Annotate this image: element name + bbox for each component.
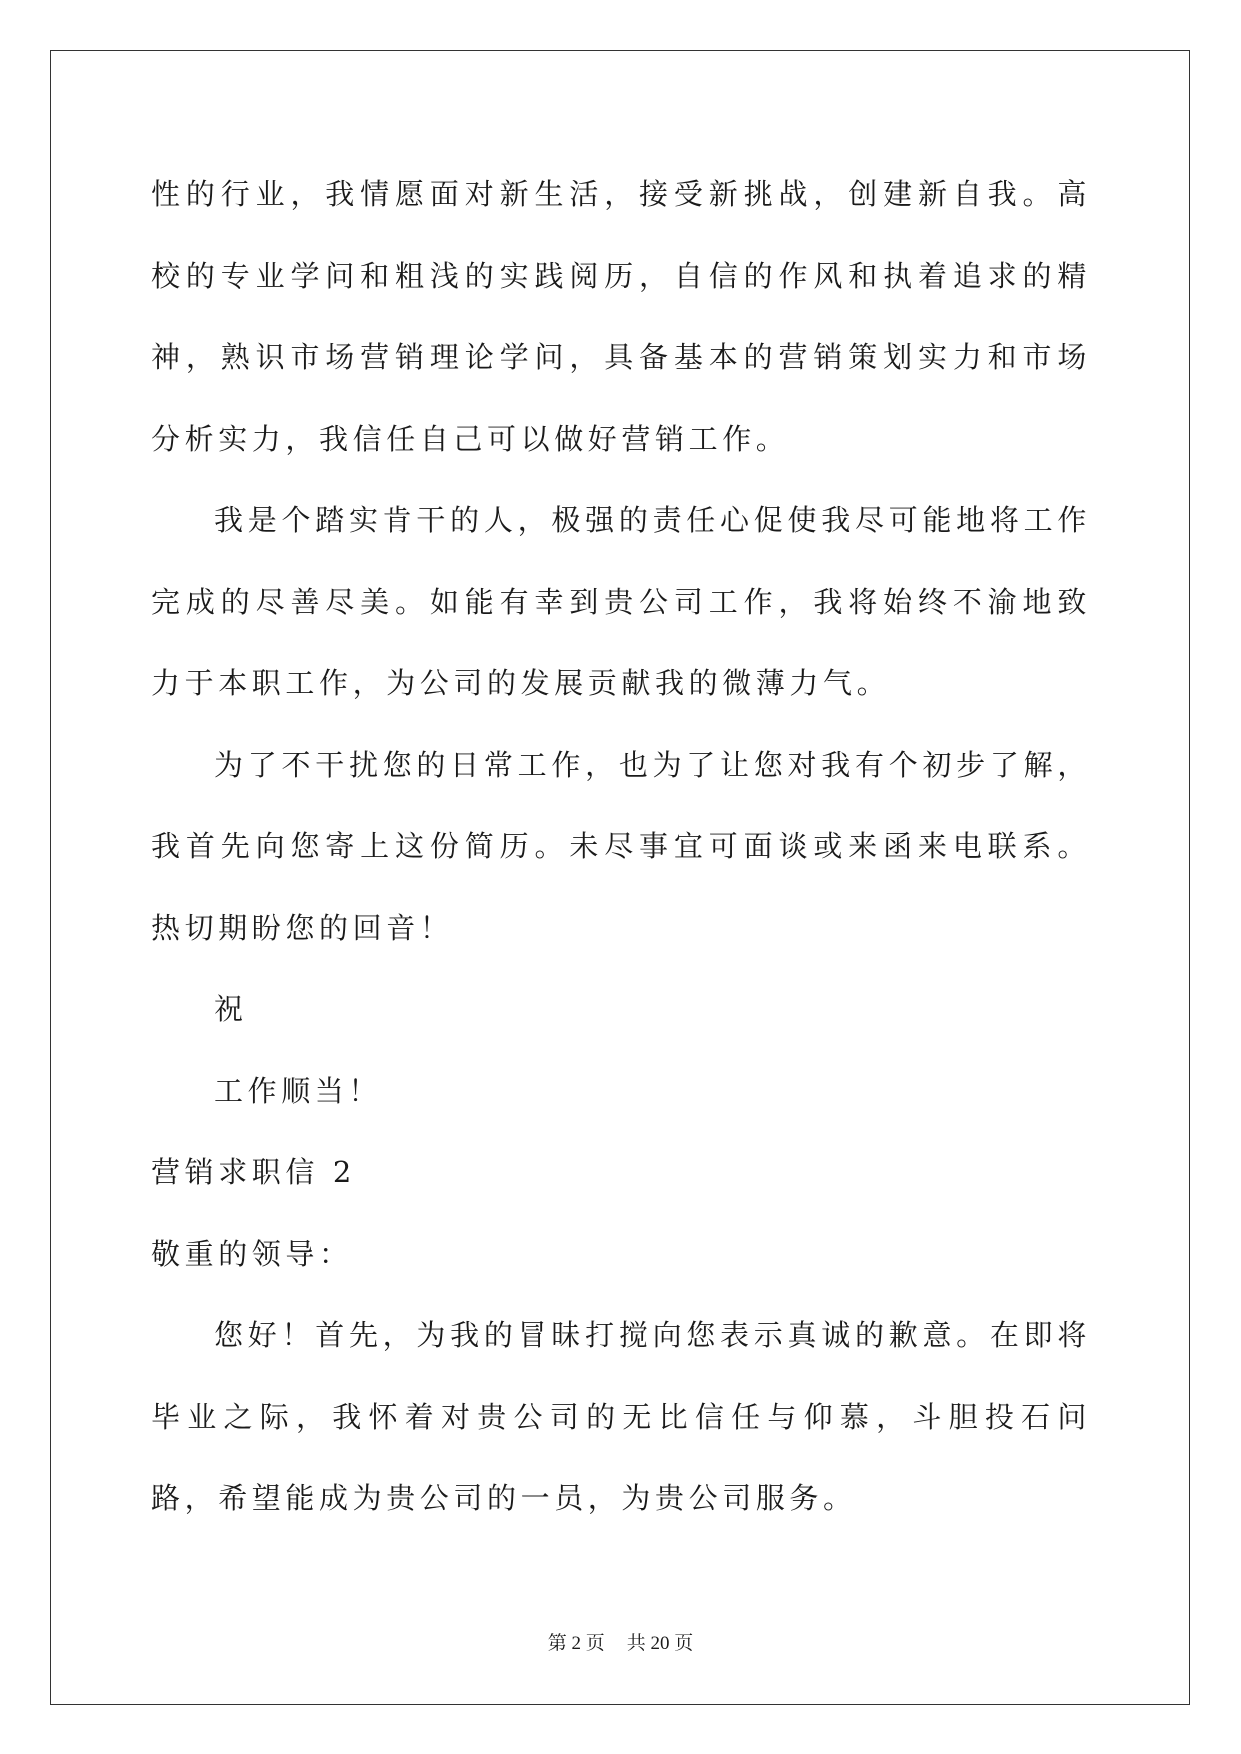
paragraph-opening: 您好！首先，为我的冒昧打搅向您表示真诚的歉意。在即将毕业之际，我怀着对贵公司的无比信任与仰慕，斗胆投石问路，希望能成为贵公司的一员，为贵公司服务。 xyxy=(151,1318,1091,1515)
page-footer xyxy=(0,1628,1241,1655)
salutation: 敬重的领导： xyxy=(151,1236,353,1271)
closing-wish: 祝 xyxy=(214,992,248,1026)
current-page-label: 第 2 页 xyxy=(547,1633,605,1654)
paragraph-resume-note: 为了不干扰您的日常工作，也为了让您对我有个初步了解，我首先向您寄上这份简历。未尽事宜可面谈或来函来电联系。热切期盼您的回音！ xyxy=(151,747,1091,945)
document-body xyxy=(151,154,1091,1540)
total-pages-label: 共 20 页 xyxy=(626,1633,694,1654)
section-heading: 营销求职信 2 xyxy=(151,1155,356,1189)
closing-blessing: 工作顺当！ xyxy=(214,1073,383,1108)
paragraph-continuation: 性的行业，我情愿面对新生活，接受新挑战，创建新自我。高校的专业学问和粗浅的实践阅历，自信的作风和执着追求的精神，熟识市场营销理论学问，具备基本的营销策划实力和市场分析实力，我信任自己可以做好营销工作。 xyxy=(151,177,1091,456)
paragraph-self-description: 我是个踏实肯干的人，极强的责任心促使我尽可能地将工作完成的尽善尽美。如能有幸到贵公司工作，我将始终不渝地致力于本职工作，为公司的发展贡献我的微薄力气。 xyxy=(151,503,1091,700)
